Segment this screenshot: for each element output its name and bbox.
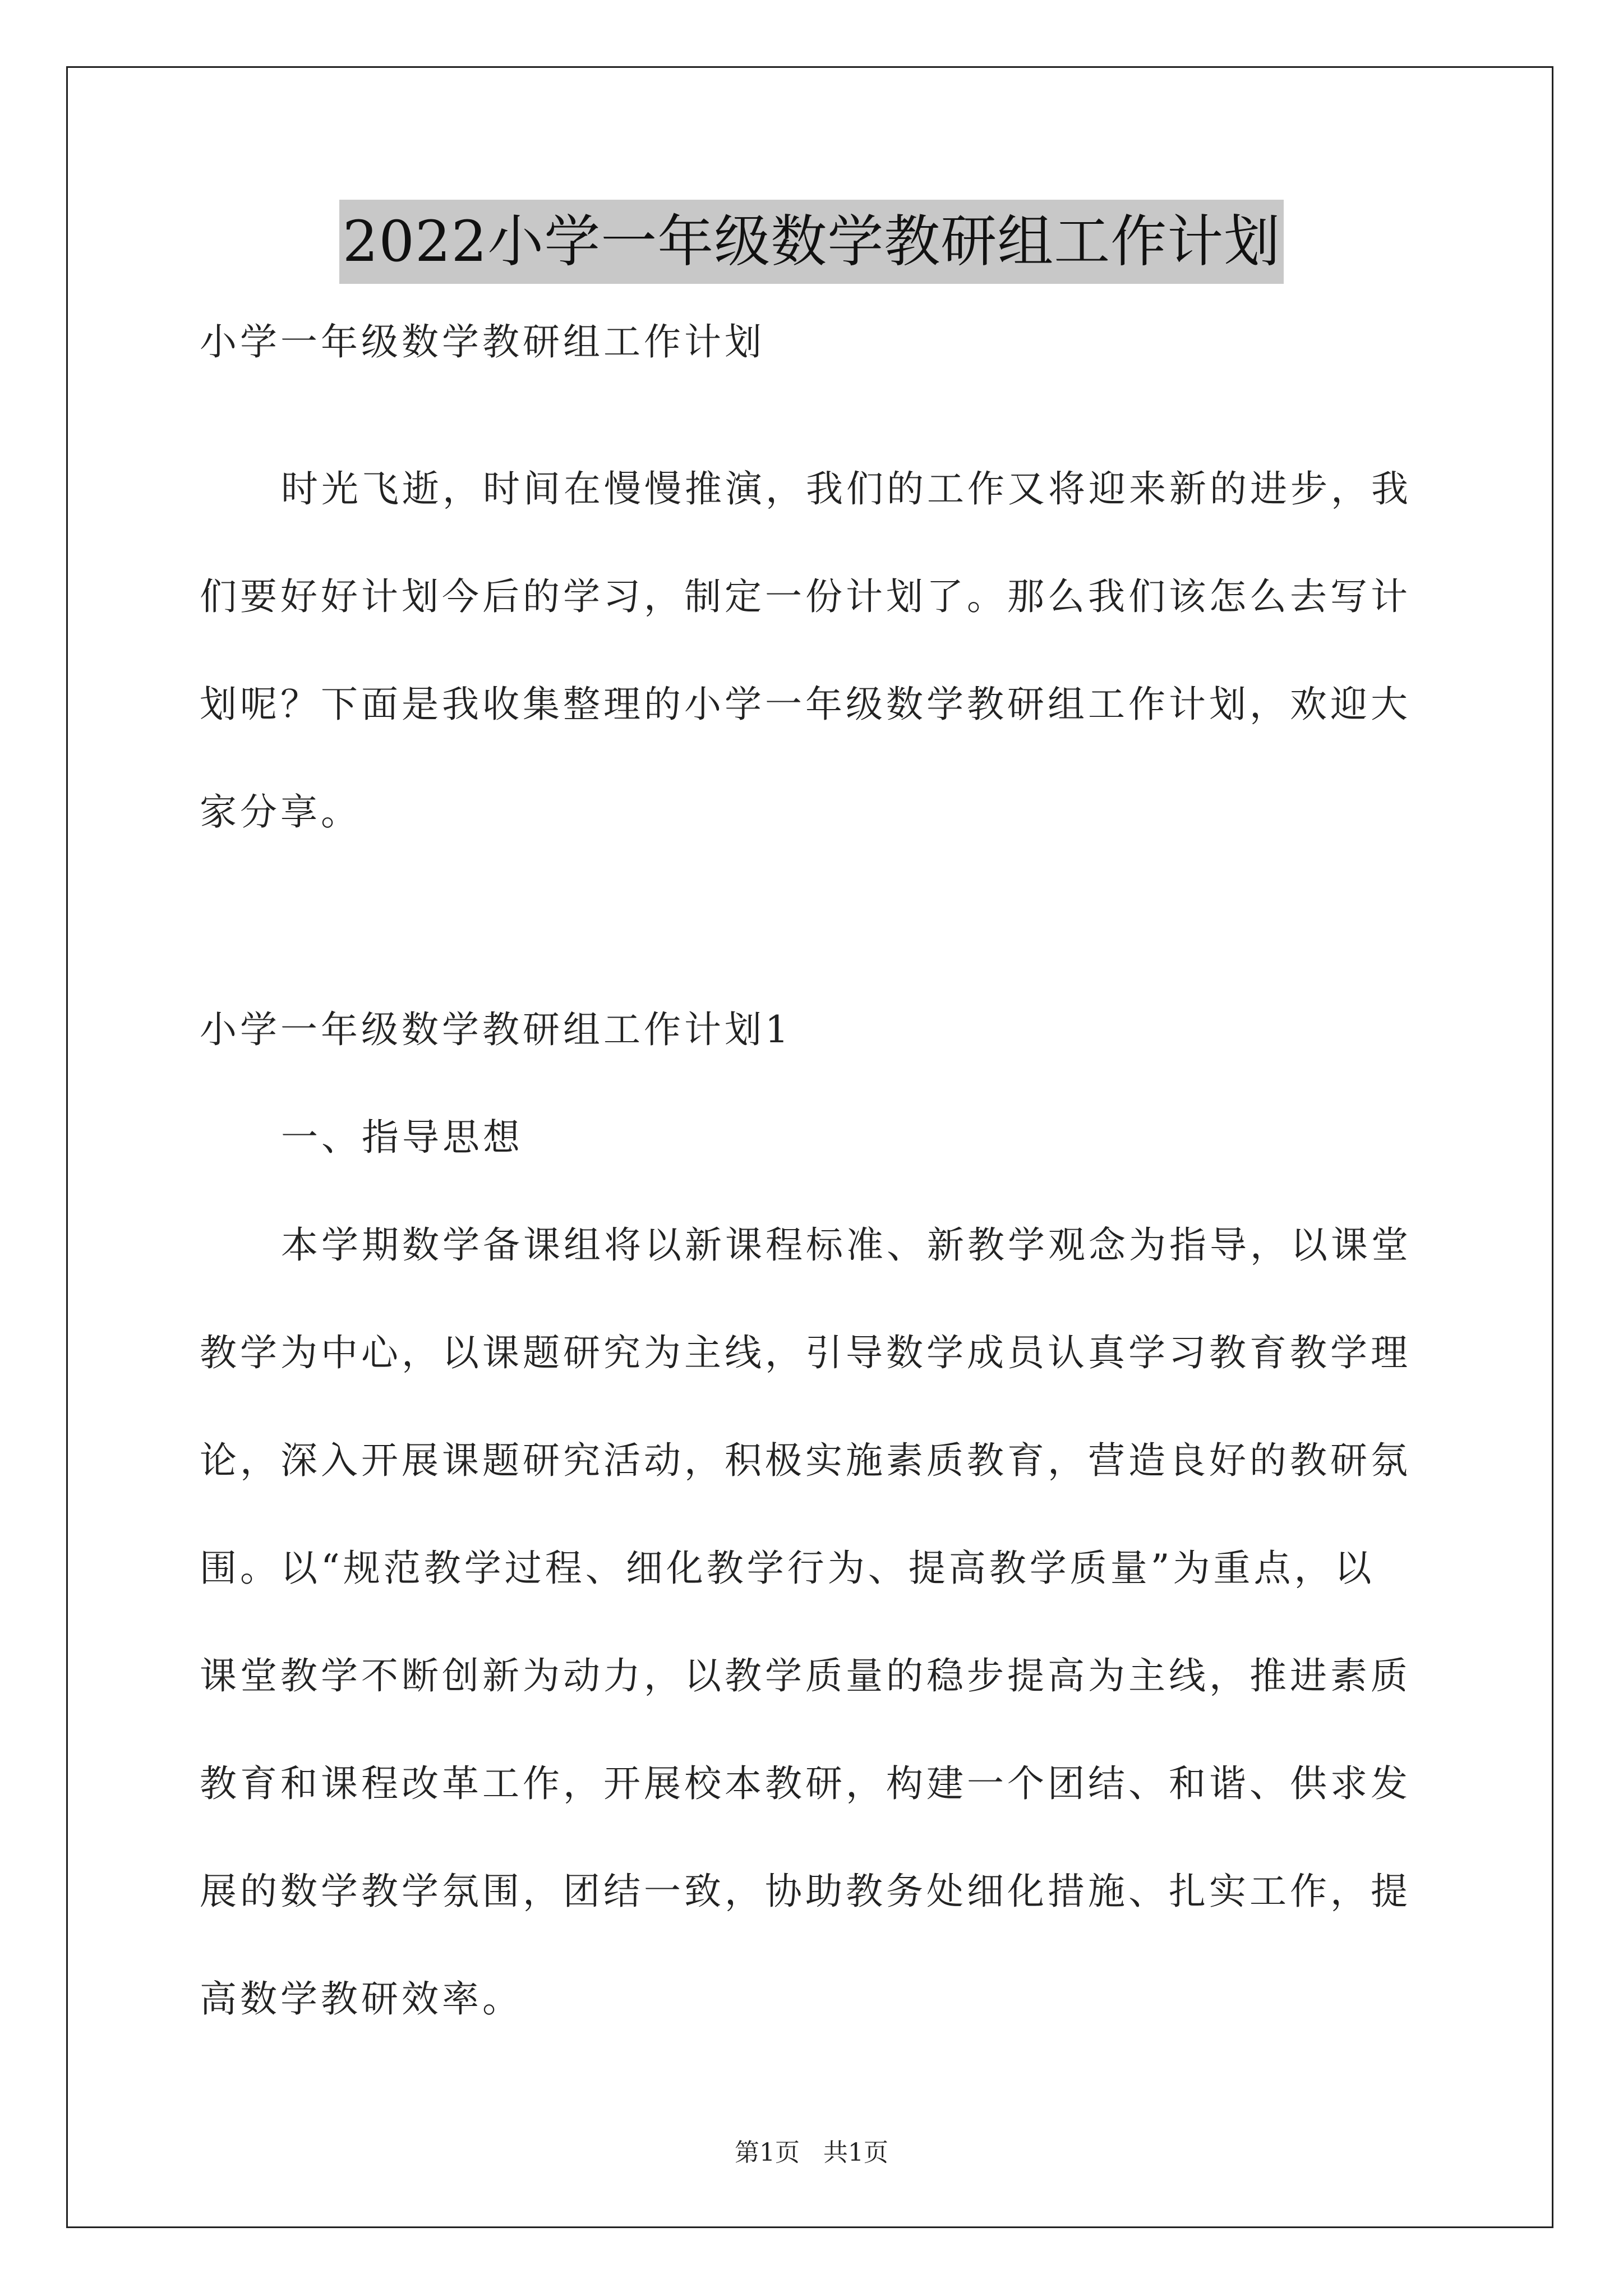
part-heading: 一、指导思想 <box>281 1116 523 1159</box>
body-line: 教学为中心，以课题研究为主线，引导数学成员认真学习教育教学理 <box>200 1331 1411 1374</box>
document-title: 2022小学一年级数学教研组工作计划 <box>339 200 1284 284</box>
body-line: 课堂教学不断创新为动力，以教学质量的稳步提高为主线，推进素质 <box>200 1654 1411 1697</box>
body-line: 教育和课程改革工作，开展校本教研，构建一个团结、和谐、供求发 <box>200 1762 1411 1805</box>
page-total: 共1页 <box>823 2138 888 2167</box>
page-number: 第1页 <box>735 2138 800 2167</box>
document-subtitle: 小学一年级数学教研组工作计划 <box>200 320 765 364</box>
body-line: 围。以“规范教学过程、细化教学行为、提高教学质量”为重点，以 <box>200 1547 1375 1590</box>
body-line: 论，深入开展课题研究活动，积极实施素质教育，营造良好的教研氛 <box>200 1439 1411 1482</box>
page-footer <box>0 2136 1623 2170</box>
intro-line: 划呢？下面是我收集整理的小学一年级数学教研组工作计划，欢迎大 <box>200 683 1411 726</box>
body-line: 本学期数学备课组将以新课程标准、新教学观念为指导，以课堂 <box>281 1223 1412 1267</box>
section-heading: 小学一年级数学教研组工作计划1 <box>200 1008 792 1051</box>
body-line: 高数学教研效率。 <box>200 1977 523 2021</box>
intro-line: 们要好好计划今后的学习，制定一份计划了。那么我们该怎么去写计 <box>200 575 1411 618</box>
title-container <box>0 200 1623 284</box>
intro-line: 家分享。 <box>200 790 361 834</box>
body-line: 展的数学教学氛围，团结一致，协助教务处细化措施、扎实工作，提 <box>200 1870 1411 1913</box>
intro-line: 时光飞逝，时间在慢慢推演，我们的工作又将迎来新的进步，我 <box>281 467 1412 510</box>
